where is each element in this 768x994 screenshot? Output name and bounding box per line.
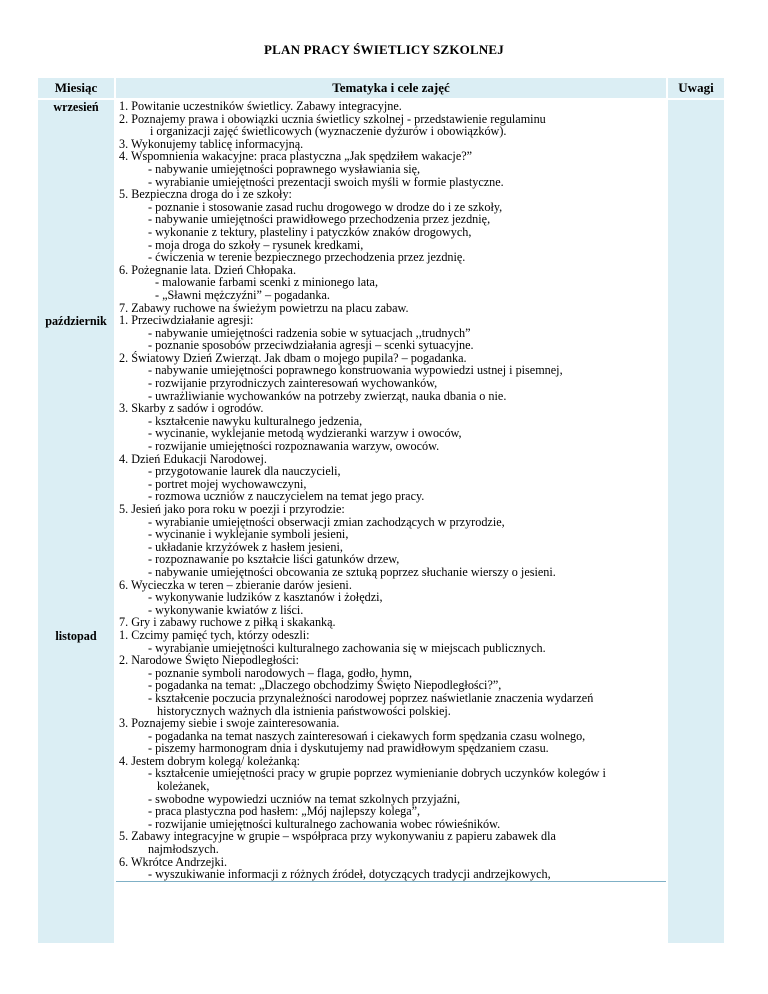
plan-line: 5. Zabawy integracyjne w grupie – współpraca przy wykonywaniu z papieru zabawek dla: [119, 829, 556, 844]
plan-line: - rozwijanie umiejętności kulturalnego zachowania wobec rówieśników.: [148, 816, 501, 831]
plan-line: 2. Narodowe Święto Niepodległości:: [119, 653, 300, 668]
month-label: październik: [45, 314, 107, 328]
plan-line: - wyrabianie umiejętności obserwacji zmian zachodzących w przyrodzie,: [148, 514, 505, 529]
plan-line: - pogadanka na temat: „Dlaczego obchodzimy Święto Niepodległości?”,: [148, 678, 502, 693]
plan-line: - wykonywanie kwiatów z liści.: [148, 602, 304, 617]
plan-line: - wykonanie z tektury, plasteliny i patyczków znaków drogowych,: [148, 224, 472, 239]
page-title: PLAN PRACY ŚWIETLICY SZKOLNEJ: [264, 42, 504, 57]
plan-line: 5. Bezpieczna droga do i ze szkoły:: [119, 187, 292, 202]
plan-line: 5. Jesień jako pora roku w poezji i przyrodzie:: [119, 502, 345, 516]
plan-line: - moja droga do szkoły – rysunek kredkami,: [148, 237, 364, 252]
plan-line: historycznych ważnych dla istnienia państwowości polskiej.: [157, 703, 451, 718]
plan-line: - ćwiczenia w terenie bezpiecznego przechodzenia przez jezdnię.: [148, 250, 466, 265]
plan-line: - przygotowanie laurek dla nauczycieli,: [148, 464, 341, 479]
plan-line: - kształcenie poczucia przynależności narodowej poprzez naświetlanie znaczenia wydarzeń: [148, 690, 594, 705]
month-label: listopad: [55, 629, 97, 643]
plan-line: - nabywanie umiejętności obcowania ze sztuką poprzez słuchanie wierszy o jesieni.: [148, 564, 556, 579]
plan-line: i organizacji zajęć świetlicowych (wyznaczenie dyżurów i obowiązków).: [150, 124, 507, 139]
plan-line: 4. Jestem dobrym kolegą/ koleżanką:: [119, 753, 301, 768]
plan-line: - wykonywanie ludzików z kasztanów i żołędzi,: [148, 590, 383, 605]
plan-line: 6. Pożegnanie lata. Dzień Chłopaka.: [119, 262, 296, 277]
plan-line: 4. Wspomnienia wakacyjne: praca plastyczna „Jak spędziłem wakacje?”: [119, 149, 473, 164]
plan-line: 7. Gry i zabawy ruchowe z piłką i skakanką.: [119, 615, 336, 630]
plan-line: - swobodne wypowiedzi uczniów na temat szkolnych przyjaźni,: [148, 791, 461, 806]
plan-line: - układanie krzyżówek z hasłem jesieni,: [148, 539, 343, 554]
plan-line: 1. Czcimy pamięć tych, którzy odeszli:: [119, 627, 310, 642]
plan-line: - wyrabianie umiejętności prezentacji swoich myśli w formie plastyczne.: [148, 174, 504, 189]
plan-line: - uwrażliwianie wychowanków na potrzeby zwierząt, nauka dbania o nie.: [148, 388, 507, 403]
plan-line: 4. Dzień Edukacji Narodowej.: [119, 451, 267, 466]
plan-line: najmłodszych.: [148, 842, 219, 857]
plan-line: - rozmowa uczniów z nauczycielem na temat jego pracy.: [148, 489, 425, 504]
month-section: [116, 629, 666, 882]
plan-line: - nabywanie umiejętności prawidłowego przechodzenia przez jezdnię,: [148, 212, 491, 227]
header-notes: Uwagi: [668, 78, 724, 98]
plan-line: - wycinanie i wyklejanie symboli jesieni,: [148, 527, 349, 542]
header-topics: Tematyka i cele zajęć: [116, 78, 666, 98]
plan-line: - wyszukiwanie informacji z różnych źródeł, dotyczących tradycji andrzejkowych,: [148, 867, 551, 882]
plan-line: - malowanie farbami scenki z minionego lata,: [155, 275, 379, 290]
topics-column: [116, 100, 666, 882]
plan-line: - portret mojej wychowawczyni,: [148, 476, 307, 491]
plan-line: - wycinanie, wyklejanie metodą wydzieranki warzyw i owoców,: [148, 426, 462, 441]
plan-line: 6. Wycieczka w teren – zbieranie darów jesieni.: [119, 577, 352, 592]
plan-line: 7. Zabawy ruchowe na świeżym powietrzu na placu zabaw.: [119, 300, 409, 315]
month-section: [116, 100, 666, 314]
plan-line: - nabywanie umiejętności poprawnego wysławiania się,: [148, 161, 421, 176]
plan-line: 3. Poznajemy siebie i swoje zainteresowania.: [119, 716, 340, 731]
plan-line: koleżanek,: [157, 779, 210, 794]
header-month: Miesiąc: [38, 78, 114, 98]
plan-line: 2. Światowy Dzień Zwierząt. Jak dbam o mojego pupila? – pogadanka.: [119, 350, 467, 365]
plan-line: 3. Skarby z sadów i ogrodów.: [119, 401, 264, 416]
month-column: [38, 100, 114, 943]
plan-line: 2. Poznajemy prawa i obowiązki ucznia świetlicy szkolnej - przedstawienie regulaminu: [119, 111, 546, 126]
plan-line: 1. Przeciwdziałanie agresji:: [119, 313, 254, 328]
plan-line: - kształcenie umiejętności pracy w grupie poprzez wymienianie dobrych uczynków kolegów i: [148, 766, 606, 781]
plan-line: - rozwijanie przyrodniczych zainteresowań wychowanków,: [148, 376, 438, 391]
plan-line: - rozpoznawanie po kształcie liści gatunków drzew,: [148, 552, 400, 567]
month-section: [116, 314, 666, 629]
plan-line: - wyrabianie umiejętności kulturalnego zachowania się w miejscach publicznych.: [148, 640, 546, 655]
plan-line: 1. Powitanie uczestników świetlicy. Zabawy integracyjne.: [119, 99, 402, 113]
plan-line: 3. Wykonujemy tablicę informacyjną.: [119, 136, 304, 151]
plan-line: - poznanie i stosowanie zasad ruchu drogowego w drodze do i ze szkoły,: [148, 199, 503, 214]
plan-line: - piszemy harmonogram dnia i dyskutujemy nad prawidłowym spędzaniem czasu.: [148, 741, 549, 756]
plan-line: - nabywanie umiejętności radzenia sobie w sytuacjach ,,trudnych”: [148, 325, 471, 340]
plan-line: - „Sławni mężczyźni” – pogadanka.: [155, 287, 330, 302]
plan-line: - pogadanka na temat naszych zainteresowań i ciekawych form spędzania czasu wolnego,: [148, 728, 586, 743]
month-label: wrzesień: [53, 100, 99, 114]
notes-column: [668, 100, 724, 943]
plan-line: - rozwijanie umiejętności rozpoznawania warzyw, owoców.: [148, 439, 440, 454]
plan-line: 6. Wkrótce Andrzejki.: [119, 854, 228, 869]
plan-line: - nabywanie umiejętności poprawnego konstruowania wypowiedzi ustnej i pisemnej,: [148, 363, 563, 378]
plan-line: - poznanie sposobów przeciwdziałania agresji – scenki sytuacyjne.: [148, 338, 474, 353]
plan-line: - praca plastyczna pod hasłem: „Mój najlepszy kolega”,: [148, 804, 421, 819]
plan-line: - poznanie symboli narodowych – flaga, godło, hymn,: [148, 665, 413, 680]
plan-line: - kształcenie nawyku kulturalnego jedzenia,: [148, 413, 363, 428]
